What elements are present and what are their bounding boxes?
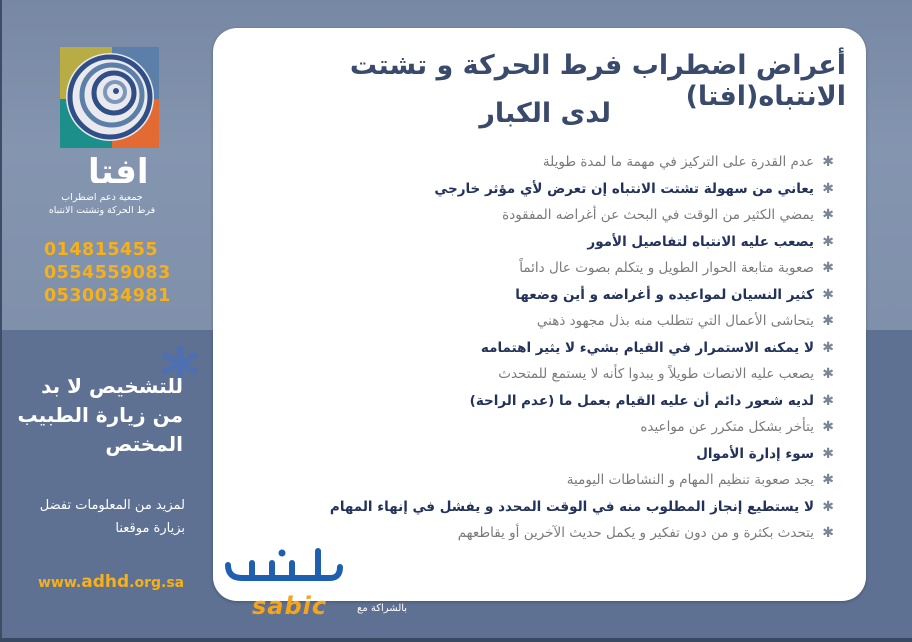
symptom-text: لا يمكنه الاستمرار في القيام بشيء لا يثير اهتمامه bbox=[480, 339, 814, 356]
bullet-icon: ✱ bbox=[822, 498, 834, 515]
page-subtitle: لدى الكبار bbox=[479, 98, 611, 129]
page-title: أعراض اضطراب فرط الحركة و تشتت الانتباه(افتا) bbox=[349, 50, 846, 112]
bullet-icon: ✱ bbox=[822, 419, 834, 435]
asterisk-icon: * bbox=[160, 331, 200, 420]
org-name-line1: جمعية دعم اضطراب bbox=[61, 192, 143, 203]
sabic-arabic-logo-icon bbox=[222, 545, 344, 583]
more-info-line2: بزيارة موقعنا bbox=[115, 521, 185, 536]
symptom-text: يصعب عليه الانتباه لتفاصيل الأمور bbox=[587, 233, 814, 250]
partner-label: بالشراكة مع bbox=[357, 603, 408, 614]
bullet-icon: ✱ bbox=[822, 180, 834, 197]
org-name-line2: فرط الحركة وتشتت الانتباه bbox=[48, 205, 156, 216]
left-edge bbox=[0, 0, 2, 642]
website-suffix: .org.sa bbox=[129, 575, 185, 591]
bullet-icon: ✱ bbox=[822, 366, 834, 382]
bullet-icon: ✱ bbox=[822, 260, 834, 276]
phone-number-2[interactable]: 0554559083 bbox=[44, 263, 171, 283]
bullet-icon: ✱ bbox=[822, 154, 834, 170]
bottom-edge bbox=[0, 638, 912, 642]
symptom-item bbox=[254, 255, 834, 282]
symptom-item bbox=[254, 520, 834, 547]
symptom-text: يتأخر بشكل متكرر عن مواعيده bbox=[640, 419, 814, 435]
symptom-item bbox=[254, 308, 834, 335]
phone-number-1[interactable]: 014815455 bbox=[44, 240, 159, 260]
symptom-text: يعاني من سهولة تشتت الانتباه إن تعرض لأي مؤثر خارجي bbox=[434, 180, 814, 197]
more-info-line1: لمزيد من المعلومات تفضل bbox=[39, 498, 185, 513]
symptom-text: كثير النسيان لمواعيده و أغراضه و أين وضعها bbox=[515, 286, 814, 303]
symptom-item bbox=[254, 335, 834, 362]
sabic-english-logo: sabic bbox=[252, 592, 328, 620]
diagnosis-line3: المختص bbox=[105, 432, 183, 456]
symptom-text: صعوبة متابعة الحوار الطويل و يتكلم بصوت عال دائماً bbox=[519, 260, 814, 276]
symptom-item bbox=[254, 361, 834, 388]
bullet-icon: ✱ bbox=[822, 339, 834, 356]
symptom-text: يتحاشى الأعمال التي تتطلب منه بذل مجهود ذهني bbox=[536, 313, 814, 329]
symptom-item bbox=[254, 202, 834, 229]
website-main: adhd bbox=[81, 572, 130, 592]
bullet-icon: ✱ bbox=[822, 286, 834, 303]
symptom-text: لا يستطيع إنجاز المطلوب منه في الوقت المحدد و يفشل في إنهاء المهام bbox=[329, 498, 814, 515]
symptom-item bbox=[254, 467, 834, 494]
symptom-item bbox=[254, 414, 834, 441]
bullet-icon: ✱ bbox=[822, 472, 834, 488]
afta-logo-icon bbox=[60, 47, 159, 148]
bullet-icon: ✱ bbox=[822, 313, 834, 329]
symptom-item bbox=[254, 229, 834, 256]
symptom-item bbox=[254, 282, 834, 309]
diagnosis-line2: من زيارة الطبيب bbox=[17, 403, 183, 427]
bullet-icon: ✱ bbox=[822, 525, 834, 541]
diagnosis-line1: للتشخيص لا بد bbox=[41, 374, 183, 398]
symptom-item bbox=[254, 388, 834, 415]
symptom-item bbox=[254, 149, 834, 176]
website-prefix: www. bbox=[38, 575, 82, 591]
logo-name: افتا bbox=[88, 152, 149, 192]
symptom-list bbox=[254, 149, 834, 547]
symptom-text: عدم القدرة على التركيز في مهمة ما لمدة طويلة bbox=[542, 154, 814, 170]
symptom-item bbox=[254, 494, 834, 521]
symptom-item bbox=[254, 176, 834, 203]
symptom-item bbox=[254, 441, 834, 468]
symptom-text: يجد صعوبة تنظيم المهام و النشاطات اليومية bbox=[566, 472, 814, 488]
symptom-text: يمضي الكثير من الوقت في البحث عن أغراضه المفقودة bbox=[502, 207, 814, 223]
symptom-text: يتحدث بكثرة و من دون تفكير و يكمل حديث الآخرين أو يقاطعهم bbox=[457, 525, 814, 541]
bullet-icon: ✱ bbox=[822, 207, 834, 223]
symptom-text: سوء إدارة الأموال bbox=[696, 445, 814, 462]
symptom-text: يصعب عليه الانصات طويلاً و يبدوا كأنه لا يستمع للمتحدث bbox=[498, 366, 814, 382]
symptoms-card bbox=[213, 28, 866, 601]
bullet-icon: ✱ bbox=[822, 392, 834, 409]
bullet-icon: ✱ bbox=[822, 233, 834, 250]
bullet-icon: ✱ bbox=[822, 445, 834, 462]
symptom-text: لديه شعور دائم أن عليه القيام بعمل ما (عدم الراحة) bbox=[469, 392, 814, 409]
website-link[interactable] bbox=[38, 572, 184, 592]
phone-number-3[interactable]: 0530034981 bbox=[44, 286, 171, 306]
